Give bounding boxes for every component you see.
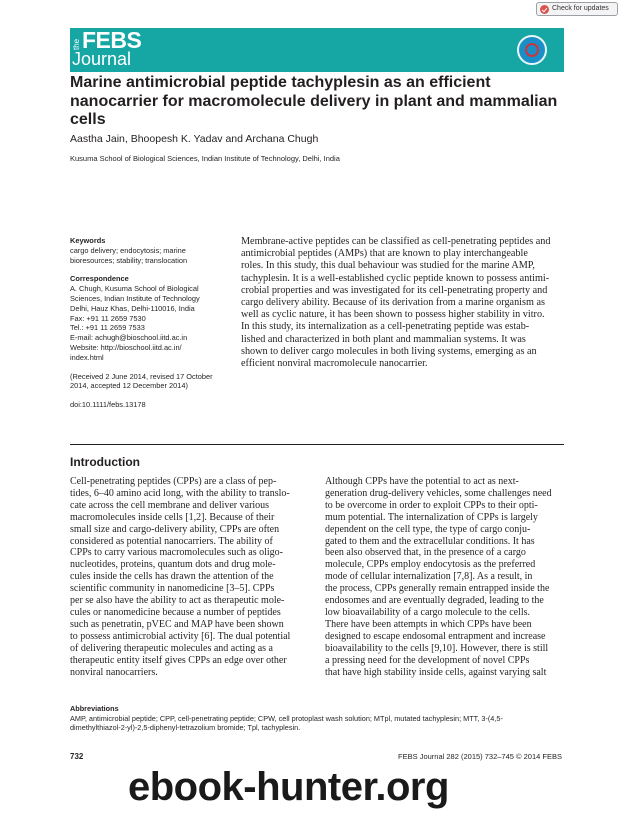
article-authors: Aastha Jain, Bhoopesh K. Yadav and Archana Chugh: [70, 133, 319, 145]
body-line: cules inside the cells has drawn the attention of the: [70, 571, 274, 583]
abbreviations-line: AMP, antimicrobial peptide; CPP, cell-penetrating peptide; CPW, cell protoplast wash solution; MTpl, mutated tachyplesin; MTT, 3-(4,5-: [70, 713, 503, 723]
body-line: Although CPPs have the potential to act as next-: [325, 476, 519, 487]
journal-the-label: the: [72, 38, 81, 50]
abstract-line: antimicrobial peptides (AMPs) that are known to play interchangeable: [241, 248, 528, 260]
febs-logo-icon: [517, 35, 547, 65]
body-line: tides, 6–40 amino acid long, with the ability to translo-: [70, 487, 290, 499]
abstract-line: roles. In this study, this dual behaviour was studied for the marine AMP,: [241, 260, 535, 272]
abstract-line: efficient nonviral macromolecule nanocarrier.: [241, 358, 428, 370]
body-line: been also observed that, in the presence of a cargo: [325, 547, 526, 559]
body-line: to be overcome in order to exploit CPPs to their opti-: [325, 499, 538, 511]
body-line: low bioavailability of a cargo molecule to the cells.: [325, 606, 531, 618]
keywords-line: cargo delivery; endocytosis; marine: [70, 245, 186, 255]
article-sidebar: [70, 236, 232, 410]
abbreviations: [70, 704, 564, 733]
abstract-line: crobial properties and was investigated for its cell-penetrating property and: [241, 284, 548, 296]
body-line: cules or nanomedicine because a number of peptides: [70, 606, 281, 618]
correspondence-line: Sciences, Indian Institute of Technology: [70, 293, 200, 303]
correspondence-website[interactable]: index.html: [70, 352, 104, 362]
body-line: considered as potential nanocarriers. The ability of: [70, 535, 273, 547]
journal-name: FEBS: [82, 27, 142, 53]
correspondence-website[interactable]: Website: http://bioschool.iitd.ac.in/: [70, 342, 182, 352]
correspondence-tel: Tel.: +91 11 2659 7533: [70, 323, 145, 333]
body-line: gated to them and the extracellular conditions. It has: [325, 535, 535, 547]
article-affiliation: Kusuma School of Biological Sciences, Indian Institute of Technology, Delhi, India: [70, 154, 340, 163]
introduction-heading: Introduction: [70, 455, 140, 469]
correspondence-line: A. Chugh, Kusuma School of Biological: [70, 284, 199, 294]
abstract-line: tachyplesin. It is a well-established cyclic peptide known to possess antimi-: [241, 272, 550, 284]
body-line: nucleotides, proteins, quantum dots and drug mole-: [70, 559, 276, 571]
body-line: There have been attempts in which CPPs have been: [325, 618, 532, 630]
check-updates-icon: [540, 5, 549, 14]
body-line: therapeutic entity itself gives CPPs an edge over other: [70, 654, 287, 666]
body-line: the process, CPPs generally remain entrapped inside the: [325, 583, 550, 595]
body-line: per se also have the ability to act as therapeutic mole-: [70, 595, 285, 607]
correspondence-fax: Fax: +91 11 2659 7530: [70, 313, 146, 323]
abbreviations-label: Abbreviations: [70, 704, 119, 713]
abstract-line: shown to deliver cargo molecules in both living systems, emerging as an: [241, 345, 537, 357]
body-line: macromolecules inside cells [1,2]. Because of their: [70, 511, 275, 523]
introduction-column-left: [70, 476, 311, 678]
body-line: scientific community in nanomedicine [3–5]. CPPs: [70, 583, 275, 595]
journal-header-bar: [70, 28, 564, 72]
abstract-line: Membrane-active peptides can be classified as cell-penetrating peptides and: [241, 236, 551, 247]
body-line: of delivering therapeutic molecules and acting as a: [70, 642, 273, 654]
journal-subtitle: Journal: [72, 49, 132, 69]
body-line: to possess antimicrobial activity [6]. The dual potential: [70, 630, 291, 642]
body-line: CPPs to carry various macromolecules such as oligo-: [70, 547, 284, 559]
body-line: designed to escape endosomal entrapment and increase: [325, 630, 546, 642]
body-line: generation drug-delivery vehicles, some challenges need: [325, 487, 552, 499]
body-line: bioavailability to the cells [9,10]. However, there is still: [325, 642, 549, 654]
abstract-line: In this study, its internalization as a cell-penetrating peptide was estab-: [241, 321, 530, 333]
abstract-line: cargo delivery ability. Because of its derivation from a marine organism as: [241, 297, 545, 309]
page-number: 732: [70, 752, 84, 761]
body-line: such as penetratin, pVEC and MAP have been shown: [70, 618, 284, 630]
introduction-column-right: [325, 476, 565, 678]
check-for-updates-button[interactable]: [536, 2, 618, 16]
body-line: nonviral nanocarriers.: [70, 666, 158, 678]
body-line: cate across the cell membrane and deliver various: [70, 499, 270, 511]
body-line: a pressing need for the development of novel CPPs: [325, 654, 530, 666]
abbreviations-line: dimethylthiazol-2-yl)-2,5-diphenyl-tetrazolium bromide; Tpl, tachyplesin.: [70, 723, 301, 732]
correspondence-line: Delhi, Hauz Khas, Delhi-110016, India: [70, 303, 195, 313]
watermark-text: ebook-hunter.org: [128, 765, 449, 809]
body-line: molecule, CPPs employ endocytosis as the preferred: [325, 559, 536, 571]
journal-citation: FEBS Journal 282 (2015) 732–745 © 2014 FEBS: [398, 752, 562, 761]
section-divider: [70, 444, 564, 445]
abstract: [241, 236, 563, 370]
body-line: small size and cargo-delivery ability, CPPs are often: [70, 523, 280, 535]
check-updates-label: Check for updates: [552, 5, 609, 12]
body-line: dependent on the cell type, the type of cargo conju-: [325, 523, 531, 535]
body-line: that have high stability inside cells, against varying salt: [325, 666, 547, 678]
received-dates: (Received 2 June 2014, revised 17 October: [70, 371, 213, 381]
body-line: mode of cellular internalization [7,8]. As a result, in: [325, 571, 533, 583]
article-doi[interactable]: doi:10.1111/febs.13178: [70, 400, 146, 410]
article-title: Marine antimicrobial peptide tachyplesin as an efficient nanocarrier for macromolecule delivery in plant and mammalian cells: [70, 74, 558, 128]
abstract-line: lished and characterized in both plant and mammalian systems. It was: [241, 333, 526, 345]
keywords-line: bioresources; stability; translocation: [70, 255, 188, 265]
body-line: Cell-penetrating peptides (CPPs) are a class of pep-: [70, 476, 277, 487]
correspondence-label: Correspondence: [70, 274, 129, 284]
body-line: mum potential. The internalization of CPPs is largely: [325, 511, 538, 523]
abstract-line: well as cyclic nature, it has been shown to possess higher stability in vitro.: [241, 309, 545, 321]
body-line: endosomes and are eventually degraded, leading to the: [325, 595, 544, 607]
received-dates: 2014, accepted 12 December 2014): [70, 381, 188, 391]
correspondence-email[interactable]: E-mail: achugh@bioschool.iitd.ac.in: [70, 333, 188, 343]
keywords-label: Keywords: [70, 236, 106, 245]
